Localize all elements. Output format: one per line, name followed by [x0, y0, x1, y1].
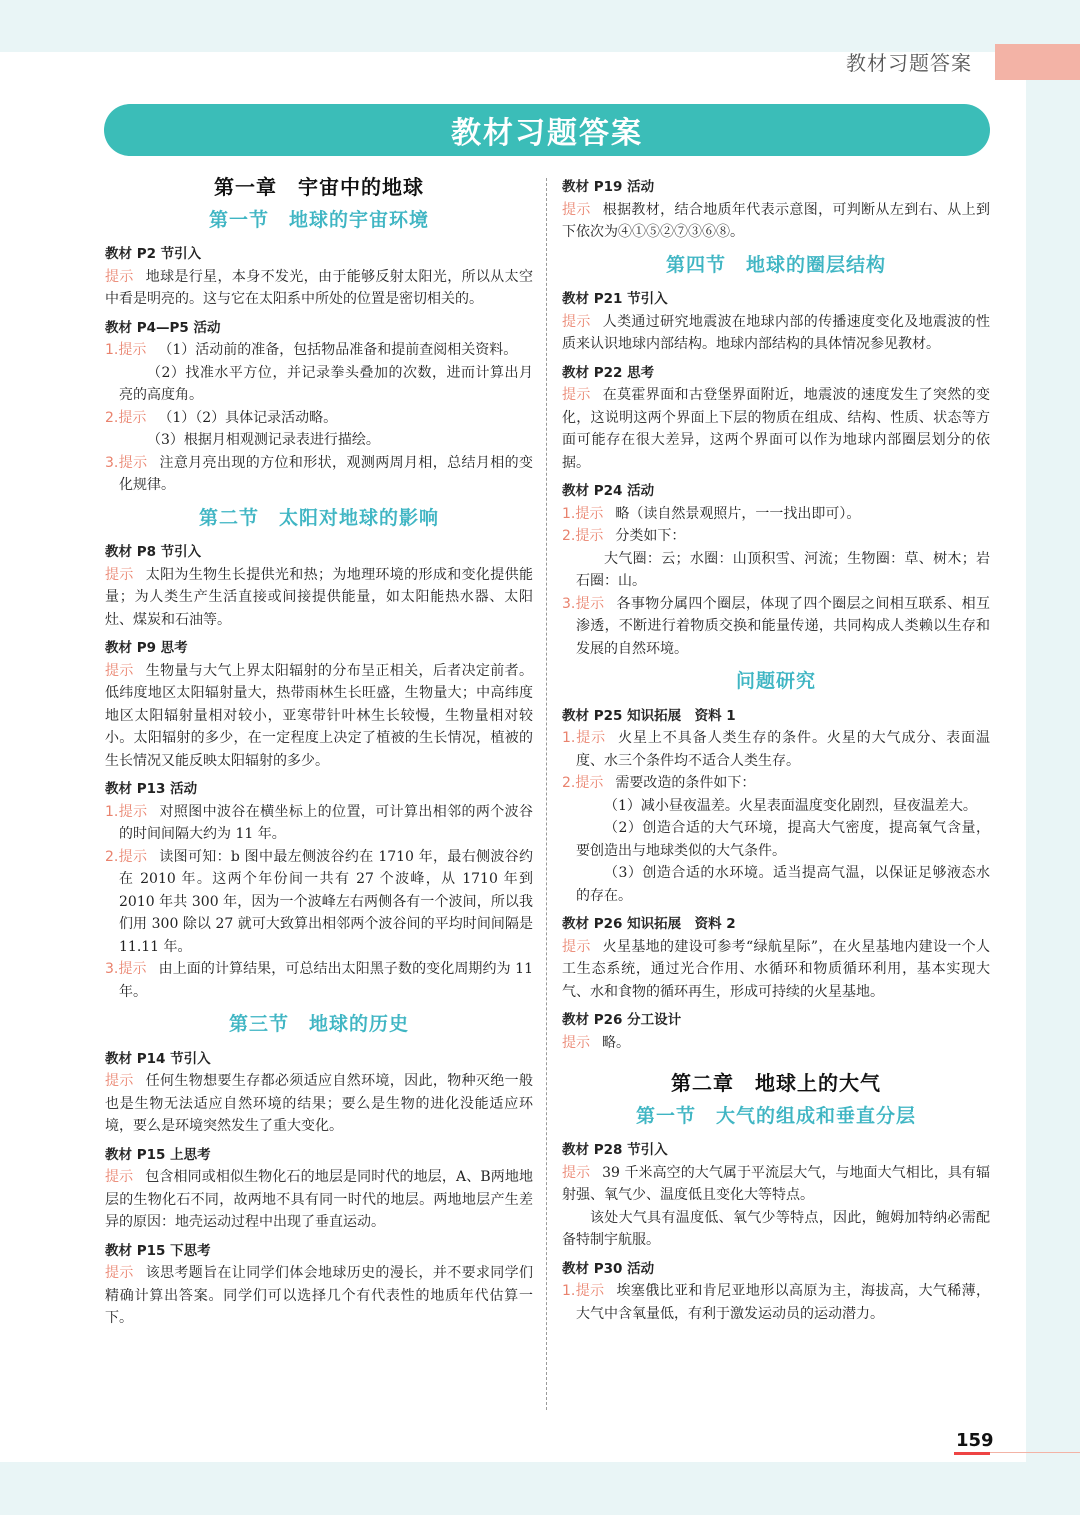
tip-label: 提示 [562, 1164, 591, 1181]
tip-label: 提示 [575, 595, 605, 612]
exercise-heading: 教材 P26 知识拓展 资料 2 [562, 916, 736, 932]
exercise-heading: 教材 P30 活动 [562, 1260, 655, 1277]
answer-text: 提示 火星基地的建设可参考“绿航星际”，在火星基地内建设一个人工生态系统，通过光合作用、水循环和物质循环利用，基本实现大气、水和食物的循环再生，形成可持续的火星基地。 [562, 938, 990, 1000]
answer-text: 提示 39 千米高空的大气属于平流层大气，与地面大气相比，具有辐射强、氧气少、温度低且变化大等特点。 [562, 1164, 990, 1203]
running-header: 教材习题答案 [846, 51, 972, 75]
answer-text: 1.提示 （1）活动前的准备，包括物品准备和提前查阅相关资料。 [105, 342, 518, 358]
tip-label: 提示 [118, 454, 148, 471]
answer-text: 2.提示 （1）（2）具体记录活动略。 [105, 409, 338, 426]
section-heading: 第一节 大气的组成和垂直分层 [635, 1104, 916, 1127]
tip-label: 提示 [105, 566, 134, 583]
tip-label: 提示 [105, 1073, 134, 1089]
title-banner [104, 104, 990, 156]
answer-text: （2）创造合适的大气环境，提高大气密度，提高氧气含量，要创造出与地球类似的大气条件。 [576, 820, 990, 859]
exercise-heading: 教材 P13 活动 [105, 781, 198, 797]
tip-label: 提示 [118, 409, 147, 426]
answer-text: 提示 该思考题旨在让同学们体会地球历史的漫长，并不要求同学们精确计算出答案。同学们可以选择几个有代表性的地质年代估算一下。 [105, 1265, 534, 1326]
tip-label: 提示 [105, 1169, 134, 1185]
column-divider [546, 178, 547, 1410]
section-heading: 第四节 地球的圈层结构 [665, 253, 886, 276]
exercise-heading: 教材 P9 思考 [105, 640, 188, 656]
exercise-heading: 教材 P25 知识拓展 资料 1 [562, 707, 736, 724]
tip-label: 提示 [575, 1283, 605, 1299]
tip-label: 提示 [562, 1034, 590, 1051]
tip-label: 提示 [575, 528, 604, 544]
exercise-heading: 教材 P2 节引入 [105, 246, 202, 262]
answer-text: 大气圈：云；水圈：山顶积雪、河流；生物圈：草、树木；岩石圈：山。 [576, 550, 990, 589]
answer-text: 提示 太阳为生物生长提供光和热；为地理环境的形成和变化提供能量；为人类生产生活直接或间接提供能量，如太阳能热水器、太阳灶、煤炭和石油等。 [105, 566, 534, 628]
tip-label: 提示 [105, 1265, 134, 1281]
answer-text: 1.提示 埃塞俄比亚和肯尼亚地形以高原为主，海拔高，大气稀薄，大气中含氧量低，有利于激发运动员的运动潜力。 [562, 1283, 990, 1322]
answer-text: 1.提示 对照图中波谷在横坐标上的位置，可计算出相邻的两个波谷的时间间隔大约为 11 年。 [105, 803, 533, 842]
tip-label: 提示 [118, 961, 147, 977]
answer-text: 提示 地球是行星，本身不发光，由于能够反射太阳光，所以从太空中看是明亮的。这与它在太阳系中所处的位置是密切相关的。 [105, 268, 534, 307]
left-column [105, 170, 533, 1330]
tip-label: 提示 [575, 505, 604, 522]
banner-title: 教材习题答案 [451, 116, 643, 151]
answer-text: 2.提示 需要改造的条件如下： [562, 775, 756, 791]
tip-label: 提示 [118, 803, 148, 820]
answer-text: 提示 生物量与大气上界太阳辐射的分布呈正相关，后者决定前者。低纬度地区太阳辐射量大，热带雨林生长旺盛，生物量大；中高纬度地区太阳辐射量相对较小，亚寒带针叶林生长较慢，生物量相对较小。太阳辐射的多少，在一定程度上决定了植被的生长情况，植被的生长情况又能反映太阳辐射的多少。 [105, 662, 534, 769]
tip-label: 提示 [118, 848, 148, 865]
answer-text: （1）减小昼夜温差。火星表面温度变化剧烈，昼夜温差大。 [604, 797, 977, 814]
exercise-heading: 教材 P4—P5 活动 [105, 319, 221, 336]
exercise-heading: 教材 P21 节引入 [562, 291, 668, 307]
chapter-heading: 第二章 地球上的大气 [671, 1071, 881, 1095]
tip-label: 提示 [118, 342, 147, 358]
exercise-heading: 教材 P8 节引入 [105, 544, 202, 560]
tip-label: 提示 [105, 662, 134, 679]
answer-text: 提示 人类通过研究地震波在地球内部的传播速度变化及地震波的性质来认识地球内部结构。地球内部结构的具体情况参见教材。 [562, 313, 991, 352]
right-column [562, 170, 990, 1325]
answer-text: 1.提示 火星上不具备人类生存的条件。火星的大气成分、表面温度、水三个条件均不适合人类生存。 [562, 730, 991, 769]
answer-text: 该处大气具有温度低、氧气少等特点，因此，鲍姆加特纳必需配备特制宇航服。 [562, 1209, 990, 1248]
chapter-heading: 第一章 宇宙中的地球 [214, 175, 424, 199]
footer-rule [990, 1452, 1080, 1453]
section-heading: 问题研究 [735, 670, 816, 692]
answer-text: 1.提示 略（读自然景观照片，一一找出即可）。 [562, 505, 861, 522]
tip-label: 提示 [575, 775, 604, 791]
tip-label: 提示 [562, 201, 591, 218]
answer-text: 提示 根据教材，结合地质年代表示意图，可判断从左到右、从上到下依次为④①⑤②⑦③⑥⑧。 [562, 201, 991, 240]
section-heading: 第一节 地球的宇宙环境 [208, 208, 429, 231]
answer-text: （2）找准水平方位，并记录拳头叠加的次数，进而计算出月亮的高度角。 [119, 364, 533, 403]
answer-text: 提示 包含相同或相似生物化石的地层是同时代的地层，A、B两地地层的生物化石不同，故两地不具有同一时代的地层。两地地层产生差异的原因：地壳运动过程中出现了垂直运动。 [105, 1169, 533, 1230]
tip-label: 提示 [105, 268, 134, 285]
section-heading: 第二节 太阳对地球的影响 [198, 506, 439, 529]
answer-text: 提示 任何生物想要生存都必须适应自然环境，因此，物种灭绝一般也是生物无法适应自然环境的结果；要么是生物的进化没能适应环境，要么是环境突然发生了重大变化。 [105, 1073, 534, 1134]
exercise-heading: 教材 P14 节引入 [105, 1050, 211, 1067]
page-number-underline [954, 1452, 990, 1455]
answer-text: 提示 略。 [562, 1034, 630, 1051]
page-number: 159 [956, 1430, 994, 1451]
tip-label: 提示 [562, 938, 591, 955]
section-heading: 第三节 地球的历史 [228, 1013, 409, 1035]
answer-text: 2.提示 分类如下： [562, 528, 686, 544]
answer-text: 3.提示 注意月亮出现的方位和形状，观测两周月相，总结月相的变化规律。 [105, 454, 533, 493]
exercise-heading: 教材 P22 思考 [562, 364, 655, 381]
answer-text: （3）根据月相观测记录表进行描绘。 [147, 432, 380, 448]
exercise-heading: 教材 P26 分工设计 [562, 1012, 682, 1028]
exercise-heading: 教材 P19 活动 [562, 179, 655, 195]
answer-text: 3.提示 由上面的计算结果，可总结出太阳黑子数的变化周期约为 11 年。 [105, 961, 534, 1000]
tip-label: 提示 [562, 387, 591, 403]
exercise-heading: 教材 P24 活动 [562, 483, 655, 499]
exercise-heading: 教材 P28 节引入 [562, 1142, 668, 1158]
answer-text: （3）创造合适的水环境。适当提高气温，以保证足够液态水的存在。 [576, 865, 990, 904]
exercise-heading: 教材 P15 上思考 [105, 1146, 211, 1163]
answer-text: 3.提示 各事物分属四个圈层，体现了四个圈层之间相互联系、相互渗透，不断进行着物质交换和能量传递，共同构成人类赖以生存和发展的自然环境。 [562, 595, 990, 657]
exercise-heading: 教材 P15 下思考 [105, 1242, 211, 1259]
tip-label: 提示 [575, 730, 607, 746]
tip-label: 提示 [562, 313, 591, 330]
answer-text: 提示 在莫霍界面和古登堡界面附近，地震波的速度发生了突然的变化，这说明这两个界面上下层的物质在组成、结构、性质、状态等方面可能存在很大差异，这两个界面可以作为地球内部圈层划分的依据。 [562, 387, 991, 471]
header-tab-decoration [995, 44, 1080, 80]
answer-text: 2.提示 读图可知：b 图中最左侧波谷约在 1710 年，最右侧波谷约在 2010 年。这两个年份间一共有 27 个波峰，从 1710 年到 2010 年共 300 年，因为一个波峰左右两侧各有一个波间，所以我们用 300 除以 27 就可大致算出相邻两个波谷间的平均时间间隔是 11.11 年。 [105, 848, 533, 955]
